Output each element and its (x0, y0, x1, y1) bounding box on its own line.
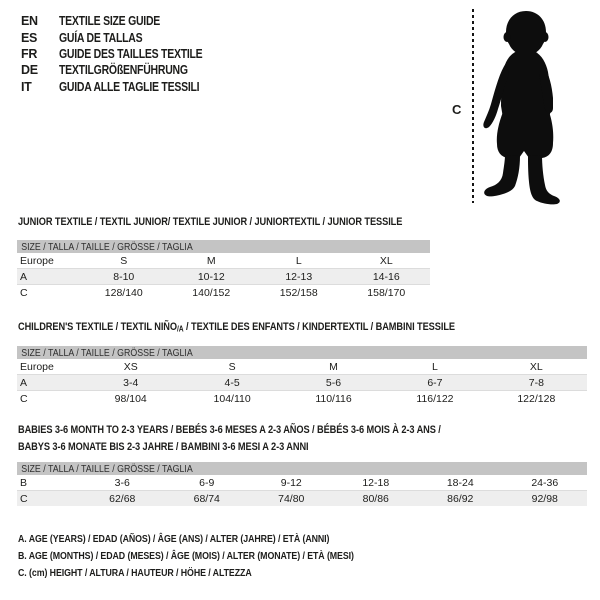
size-header-bar (17, 462, 587, 475)
babies-title-line2: BABYS 3-6 MONATE BIS 2-3 JAHRE / BAMBINI 3-6 MESI A 2-3 ANNI (18, 440, 309, 453)
row-label: Europe (20, 254, 54, 267)
language-code: IT (21, 79, 32, 94)
table-cell: 86/92 (447, 492, 474, 505)
table-row (17, 359, 587, 375)
language-row-fr (21, 46, 230, 62)
language-code: ES (21, 30, 38, 45)
row-label: A (20, 376, 28, 389)
language-title: GUIDA ALLE TAGLIE TESSILI (59, 79, 200, 94)
size-header-label: SIZE / TALLA / TAILLE / GRÖSSE / TAGLIA (21, 462, 193, 475)
table-cell: 10-12 (197, 270, 225, 283)
language-row-es (21, 29, 230, 45)
table-row (17, 285, 430, 300)
footnote: A. AGE (YEARS) / EDAD (AÑOS) / ÂGE (ANS) / ALTER (JAHRE) / ETÀ (ANNI) (18, 533, 330, 545)
footnote-list (18, 533, 418, 584)
table-cell: 6-7 (427, 376, 443, 389)
language-code: DE (21, 63, 38, 78)
table-cell: XS (123, 360, 138, 373)
table-cell: 98/104 (114, 392, 147, 405)
table-cell: 80/86 (362, 492, 389, 505)
table-cell: XL (529, 360, 543, 373)
table-cell: 68/74 (193, 492, 220, 505)
table-cell: S (228, 360, 236, 373)
language-row-en (21, 13, 230, 29)
language-row-de (21, 62, 230, 78)
table-cell: 3-4 (123, 376, 139, 389)
language-heading-list (21, 13, 230, 95)
table-cell: M (329, 360, 338, 373)
language-code: FR (21, 46, 38, 61)
row-label: C (20, 492, 28, 505)
table-cell: 8-10 (113, 270, 135, 283)
table-cell: 74/80 (278, 492, 305, 505)
table-cell: 4-5 (224, 376, 240, 389)
size-header-bar (17, 346, 587, 359)
children-title-sub: /A (176, 324, 184, 334)
table-row (17, 391, 587, 406)
babies-title-line1: BABIES 3-6 MONTH TO 2-3 YEARS / BEBÉS 3-6 MESES A 2-3 AÑOS / BÉBÉS 3-6 MOIS À 2-3 ANS / (18, 424, 441, 436)
baby-silhouette-icon (482, 6, 562, 206)
junior-size-table (17, 240, 430, 300)
height-measure-label: C (452, 102, 462, 117)
table-cell: S (120, 254, 128, 267)
table-row (17, 475, 587, 491)
size-header-label: SIZE / TALLA / TAILLE / GRÖSSE / TAGLIA (21, 346, 193, 359)
table-cell: 62/68 (109, 492, 136, 505)
table-rows (17, 253, 430, 300)
table-row (17, 491, 587, 506)
table-cell: 92/98 (531, 492, 558, 505)
table-cell: M (206, 254, 216, 267)
table-cell: 24-36 (531, 476, 559, 489)
table-cell: 140/152 (192, 286, 231, 299)
size-header-label: SIZE / TALLA / TAILLE / GRÖSSE / TAGLIA (21, 240, 193, 253)
table-rows (17, 359, 587, 406)
language-code: EN (21, 14, 38, 29)
children-size-table (17, 346, 587, 406)
language-row-it (21, 79, 230, 95)
row-label: A (20, 270, 28, 283)
table-cell: 14-16 (372, 270, 400, 283)
table-cell: XL (379, 254, 393, 267)
children-title-post: / TEXTILE DES ENFANTS / KINDERTEXTIL / BAMBINI TESSILE (183, 321, 455, 333)
table-cell: L (432, 360, 438, 373)
height-dashed-line (472, 9, 474, 203)
table-cell: 18-24 (446, 476, 474, 489)
table-row (17, 253, 430, 269)
language-title: TEXTILGRÖßENFÜHRUNG (59, 63, 188, 78)
table-cell: 12-18 (362, 476, 390, 489)
table-cell: 7-8 (528, 376, 544, 389)
table-cell: 5-6 (325, 376, 342, 389)
table-row (17, 375, 587, 391)
table-cell: 104/110 (213, 392, 251, 405)
footnote: B. AGE (MONTHS) / EDAD (MESES) / ÂGE (MOIS) / ALTER (MONATE) / ETÀ (MESI) (18, 550, 354, 562)
language-title: TEXTILE SIZE GUIDE (59, 14, 161, 29)
table-rows (17, 475, 587, 506)
table-cell: 9-12 (280, 476, 302, 489)
language-title: GUÍA DE TALLAS (59, 30, 143, 45)
babies-size-table (17, 462, 587, 506)
row-label: C (20, 286, 28, 299)
table-row (17, 269, 430, 285)
row-label: C (20, 392, 28, 405)
table-cell: 158/170 (367, 286, 406, 299)
table-cell: L (295, 254, 302, 267)
row-label: B (20, 476, 28, 489)
table-cell: 152/158 (279, 286, 318, 299)
table-cell: 122/128 (517, 392, 556, 405)
junior-table-title: JUNIOR TEXTILE / TEXTIL JUNIOR/ TEXTILE JUNIOR / JUNIORTEXTIL / JUNIOR TESSILE (18, 216, 403, 228)
children-table-title (18, 321, 455, 334)
babies-table-title (18, 422, 441, 455)
footnote: C. (cm) HEIGHT / ALTURA / HAUTEUR / HÖHE / ALTEZZA (18, 567, 252, 579)
table-cell: 3-6 (114, 476, 130, 489)
table-cell: 116/122 (416, 392, 454, 405)
language-title: GUIDE DES TAILLES TEXTILE (59, 46, 203, 61)
table-cell: 12-13 (285, 270, 313, 283)
row-label: Europe (20, 360, 54, 373)
table-cell: 6-9 (199, 476, 215, 489)
children-title-pre: CHILDREN'S TEXTILE / TEXTIL NIÑO (18, 321, 177, 333)
size-header-bar (17, 240, 430, 253)
table-cell: 110/116 (315, 392, 352, 405)
table-cell: 128/140 (104, 286, 143, 299)
